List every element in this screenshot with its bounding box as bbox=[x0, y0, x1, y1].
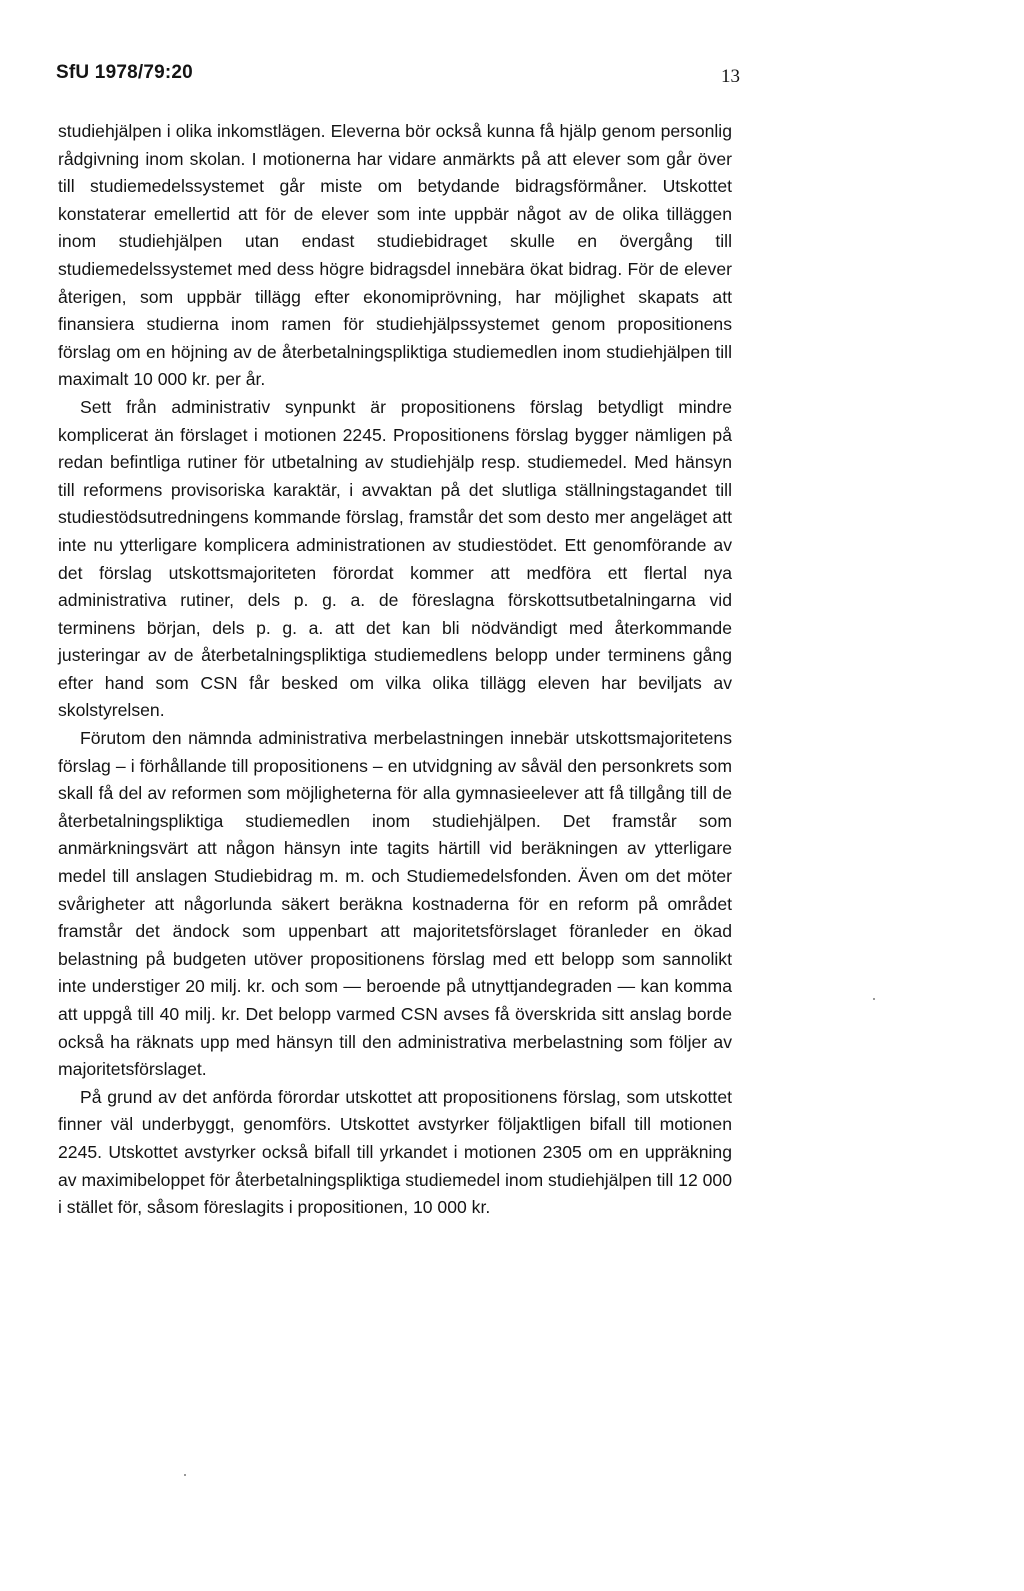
page-header bbox=[56, 62, 740, 92]
page-number: 13 bbox=[721, 66, 740, 87]
paragraph-3: Förutom den nämnda administrativa merbelastningen innebär utskottsmajoritetens förslag – i förhållande till propositionens – en utvidgning av såväl den personkrets som skall få del av reformen som möjligheterna för alla gymnasieelever att få tillgång till de återbetalningspliktiga studiemedlen inom studiehjälpen. Det framstår som anmärkningsvärt att någon hänsyn inte tagits härtill vid beräkningen av ytterligare medel till anslagen Studiebidrag m. m. och Studiemedelsfonden. Även om det möter svårigheter att någorlunda säkert beräkna kostnaderna för en reform på området framstår det ändock som uppenbart att majoritetsförslaget föranleder en ökad belastning på budgeten utöver propositionens förslag med ett belopp som sannolikt inte understiger 20 milj. kr. och som — beroende på utnyttjandegraden — kan komma att uppgå till 40 milj. kr. Det belopp varmed CSN avses få överskrida sitt anslag borde också ha räknats upp med hänsyn till den administrativa merbelastning som följer av majoritetsförslaget. bbox=[58, 728, 732, 1080]
paragraph-4: På grund av det anförda förordar utskottet att propositionens förslag, som utskottet finner väl underbyggt, genomförs. Utskottet avstyrker följaktligen bifall till motionen 2245. Utskottet avstyrker också bifall till yrkandet i motionen 2305 om en uppräkning av maximibeloppet för återbetalningspliktiga studiemedel inom studiehjälpen till 12 000 i stället för, såsom föreslagits i propositionen, 10 000 kr. bbox=[58, 1086, 732, 1218]
document-id: SfU 1978/79:20 bbox=[56, 62, 193, 83]
paragraph-1: studiehjälpen i olika inkomstlägen. Eleverna bör också kunna få hjälp genom personlig rådgivning inom skolan. I motionerna har vidare anmärkts på att elever som går över till studiemedelssystemet går miste om betydande bidragsförmåner. Utskottet konstaterar emellertid att för de elever som inte uppbär något av de olika tilläggen inom studiehjälpen utan endast studiebidraget skulle en övergång till studiemedelssystemet med dess högre bidragsdel innebära ökat bidrag. För de elever återigen, som uppbär tillägg efter ekonomiprövning, har möjlighet skapats att finansiera studierna inom ramen för studiehjälpssystemet genom propositionens förslag om en höjning av de återbetalningspliktiga studiemedlen inom studiehjälpen till maximalt 10 000 kr. per år. bbox=[58, 121, 732, 390]
paragraph-2: Sett från administrativ synpunkt är propositionens förslag betydligt mindre komplicerat än förslaget i motionen 2245. Propositionens förslag bygger nämligen på redan befintliga rutiner för utbetalning av studiehjälp resp. studiemedel. Med hänsyn till reformens provisoriska karaktär, i avvaktan på det slutliga ställningstagandet till studiestödsutredningens kommande förslag, framstår det som desto mer angeläget att inte nu ytterligare komplicera administrationen av studiestödet. Ett genomförande av det förslag utskottsmajoriteten förordat kommer att medföra ett flertal nya administrativa rutiner, dels p. g. a. de föreslagna förskottsutbetalningarna vid terminens början, dels p. g. a. att det kan bli nödvändigt med återkommande justeringar av de återbetalningspliktiga studiemedlens belopp under terminens gång efter hand som CSN får besked om vilka olika tillägg eleven har beviljats av skolstyrelsen. bbox=[58, 396, 732, 721]
scan-speck bbox=[184, 1474, 186, 1476]
scan-speck bbox=[873, 998, 875, 1000]
body-text bbox=[58, 118, 732, 1222]
